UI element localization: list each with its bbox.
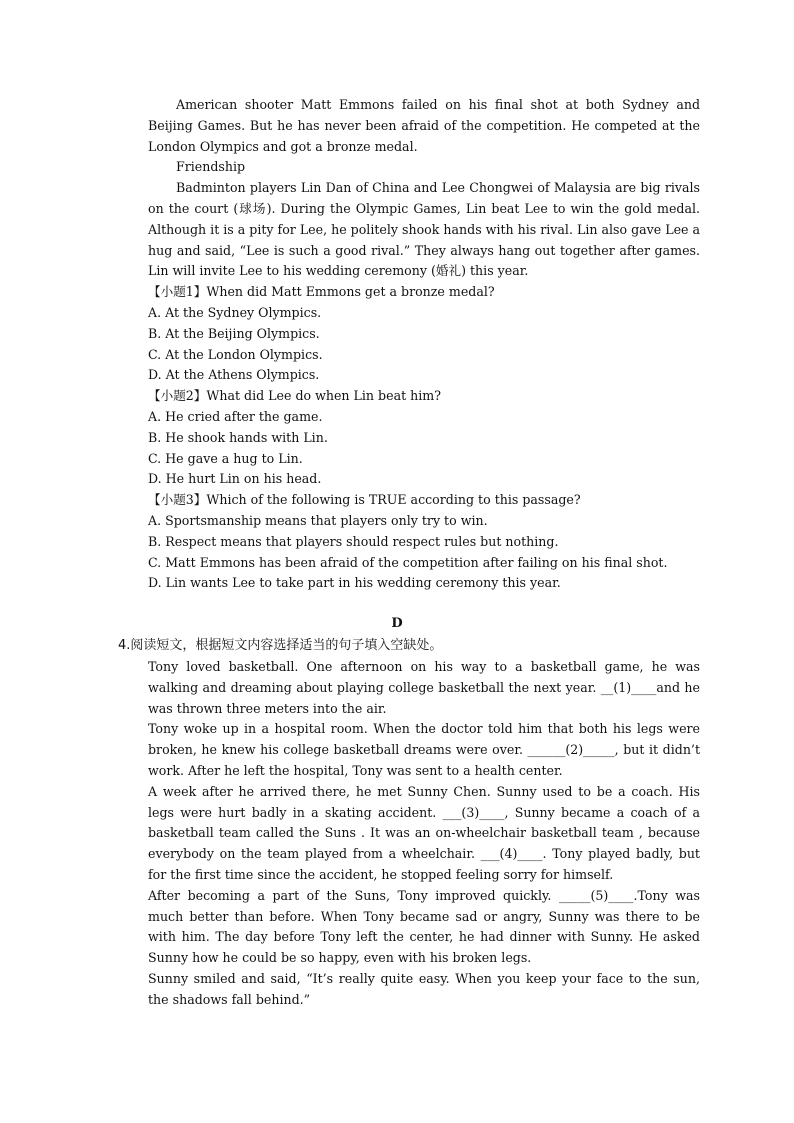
answer-option: A. He cried after the game. xyxy=(148,408,323,424)
passage-paragraph: After becoming a part of the Suns, Tony improved quickly. _____(5)____.Tony was much better than before. When Tony became sad or angry, Sunny was there to be with him. The day before Tony left the center, he had dinner with Sunny. He asked Sunny how he could be so happy, even with his broken legs. xyxy=(148,887,700,966)
answer-option: D. He hurt Lin on his head. xyxy=(148,471,322,487)
answer-option: A. Sportsmanship means that players only try to win. xyxy=(148,512,488,528)
answer-option: C. At the London Olympics. xyxy=(148,346,323,362)
question-1 xyxy=(148,282,700,386)
section-letter: D xyxy=(391,616,403,631)
answer-option: D. Lin wants Lee to take part in his wedding ceremony this year. xyxy=(148,575,561,591)
passage-paragraph: Sunny smiled and said, “It’s really quite easy. When you keep your face to the sun, the shadows fall behind.” xyxy=(148,970,700,1007)
exercise-instruction: 4.阅读短文，根据短文内容选择适当的句子填入空缺处。 xyxy=(118,638,443,653)
question-stem: 【小题2】What did Lee do when Lin beat him? xyxy=(148,388,441,404)
passage-d xyxy=(148,657,700,1011)
question-stem: 【小题1】When did Matt Emmons get a bronze medal? xyxy=(148,284,495,300)
question-2 xyxy=(148,386,700,490)
passage-paragraph: Badminton players Lin Dan of China and Lee Chongwei of Malaysia are big rivals on the court (球场). During the Olympic Games, Lin beat Lee to win the gold medal. Although it is a pity for Lee, he politely shook hands with his rival. Lin also gave Lee a hug and said, “Lee is such a good rival.” They always hang out together after games. Lin will invite Lee to his wedding ceremony (婚礼) this year. xyxy=(148,180,700,279)
passage-paragraph: A week after he arrived there, he met Sunny Chen. Sunny used to be a coach. His legs were hurt badly in a skating accident. ___(3)____, Sunny became a coach of a basketball team called the Suns . It was an on-wheelchair basketball team , because everybody on the team played from a wheelchair. ___(4)____. Tony played badly, but for the first time since the accident, he stopped feeling sorry for himself. xyxy=(148,783,700,882)
answer-option: B. He shook hands with Lin. xyxy=(148,429,328,445)
passage-c xyxy=(148,95,700,594)
passage-paragraph: American shooter Matt Emmons failed on his final shot at both Sydney and Beijing Games. But he has never been afraid of the competition. He competed at the London Olympics and got a bronze medal. xyxy=(148,97,700,154)
answer-option: D. At the Athens Olympics. xyxy=(148,367,320,383)
answer-option: C. He gave a hug to Lin. xyxy=(148,450,303,466)
answer-option: A. At the Sydney Olympics. xyxy=(148,304,322,320)
answer-option: B. At the Beijing Olympics. xyxy=(148,325,320,341)
question-3 xyxy=(148,490,700,594)
answer-option: C. Matt Emmons has been afraid of the competition after failing on his final shot. xyxy=(148,554,668,570)
question-stem: 【小题3】Which of the following is TRUE according to this passage? xyxy=(148,492,581,508)
passage-paragraph: Tony loved basketball. One afternoon on his way to a basketball game, he was walking and dreaming about playing college basketball the next year. __(1)____and he was thrown three meters into the air. xyxy=(148,659,700,716)
section-heading-friendship: Friendship xyxy=(176,159,246,175)
passage-paragraph: Tony woke up in a hospital room. When the doctor told him that both his legs were broken, he knew his college basketball dreams were over. ______(2)_____, but it didn’t work. After he left the hospital, Tony was sent to a health center. xyxy=(148,721,700,778)
answer-option: B. Respect means that players should respect rules but nothing. xyxy=(148,533,559,549)
